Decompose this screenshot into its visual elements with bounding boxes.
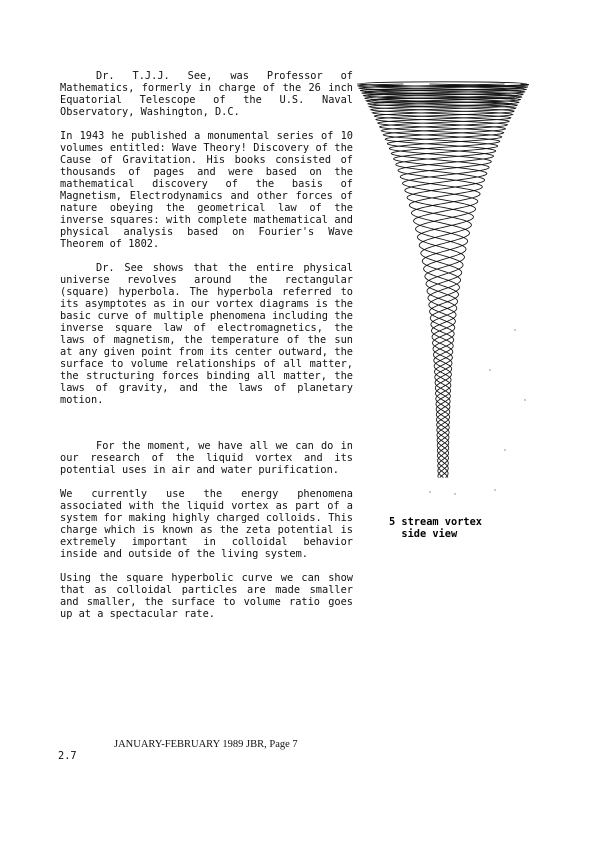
paragraph-wave-theory: In 1943 he published a monumental series of 10 volumes entitled: Wave Theory! Discovery of the Cause of Gravitation. His books consisted of thousands of pages and were based on the mathematical discovery of the basis of Magnetism, Electrodynamics and other forces of nature obeying the geometrical law of the inverse squares: with complete mathematical and physical analysis based on Fourier's Wave Theorem of 1802. (60, 130, 353, 250)
paragraph-research: For the moment, we have all we can do in our research of the liquid vortex and its potential uses in air and water purification. (60, 440, 353, 476)
speck (524, 399, 525, 400)
speck (429, 491, 430, 492)
speck (504, 449, 505, 450)
paragraph-see-bio: Dr. T.J.J. See, was Professor of Mathematics, formerly in charge of the 26 inch Equatorial Telescope of the U.S. Naval Observatory, Washington, D.C. (60, 70, 353, 118)
page-number: 2.7 (58, 750, 77, 762)
figure-caption: 5 stream vortex side view (389, 516, 482, 540)
speck (454, 493, 455, 494)
vortex-stream-5 (360, 84, 529, 478)
speck (494, 489, 495, 490)
vortex-stream-4 (362, 84, 528, 478)
paragraph-hyperbola: Dr. See shows that the entire physical universe revolves around the rectangular (square) hyperbola. The hyperbola referred to its asymptotes as in our vortex diagrams is the basic curve of multiple phenomena including the inverse square law of electromagnetics, the laws of magnetism, the temperature of the sun at any given point from its center outward, the surface to volume relationships of all matter, the structuring forces binding all matter, the laws of gravity, and the laws of planetary motion. (60, 262, 353, 406)
vortex-figure (355, 70, 590, 500)
article-body (60, 70, 353, 632)
paragraph-surface-volume: Using the square hyperbolic curve we can show that as colloidal particles are made smaller and smaller, the surface to volume ratio goes up at a spectacular rate. (60, 572, 353, 620)
vortex-stream-3 (357, 84, 527, 478)
speck (514, 329, 515, 330)
speck (489, 369, 490, 370)
issue-footer: JANUARY-FEBRUARY 1989 JBR, Page 7 (114, 739, 298, 750)
paragraph-colloids: We currently use the energy phenomena associated with the liquid vortex as part of a system for making highly charged colloids. This charge which is known as the zeta potential is extremely important in colloidal behavior inside and outside of the living system. (60, 488, 353, 560)
vortex-streams (357, 82, 529, 495)
